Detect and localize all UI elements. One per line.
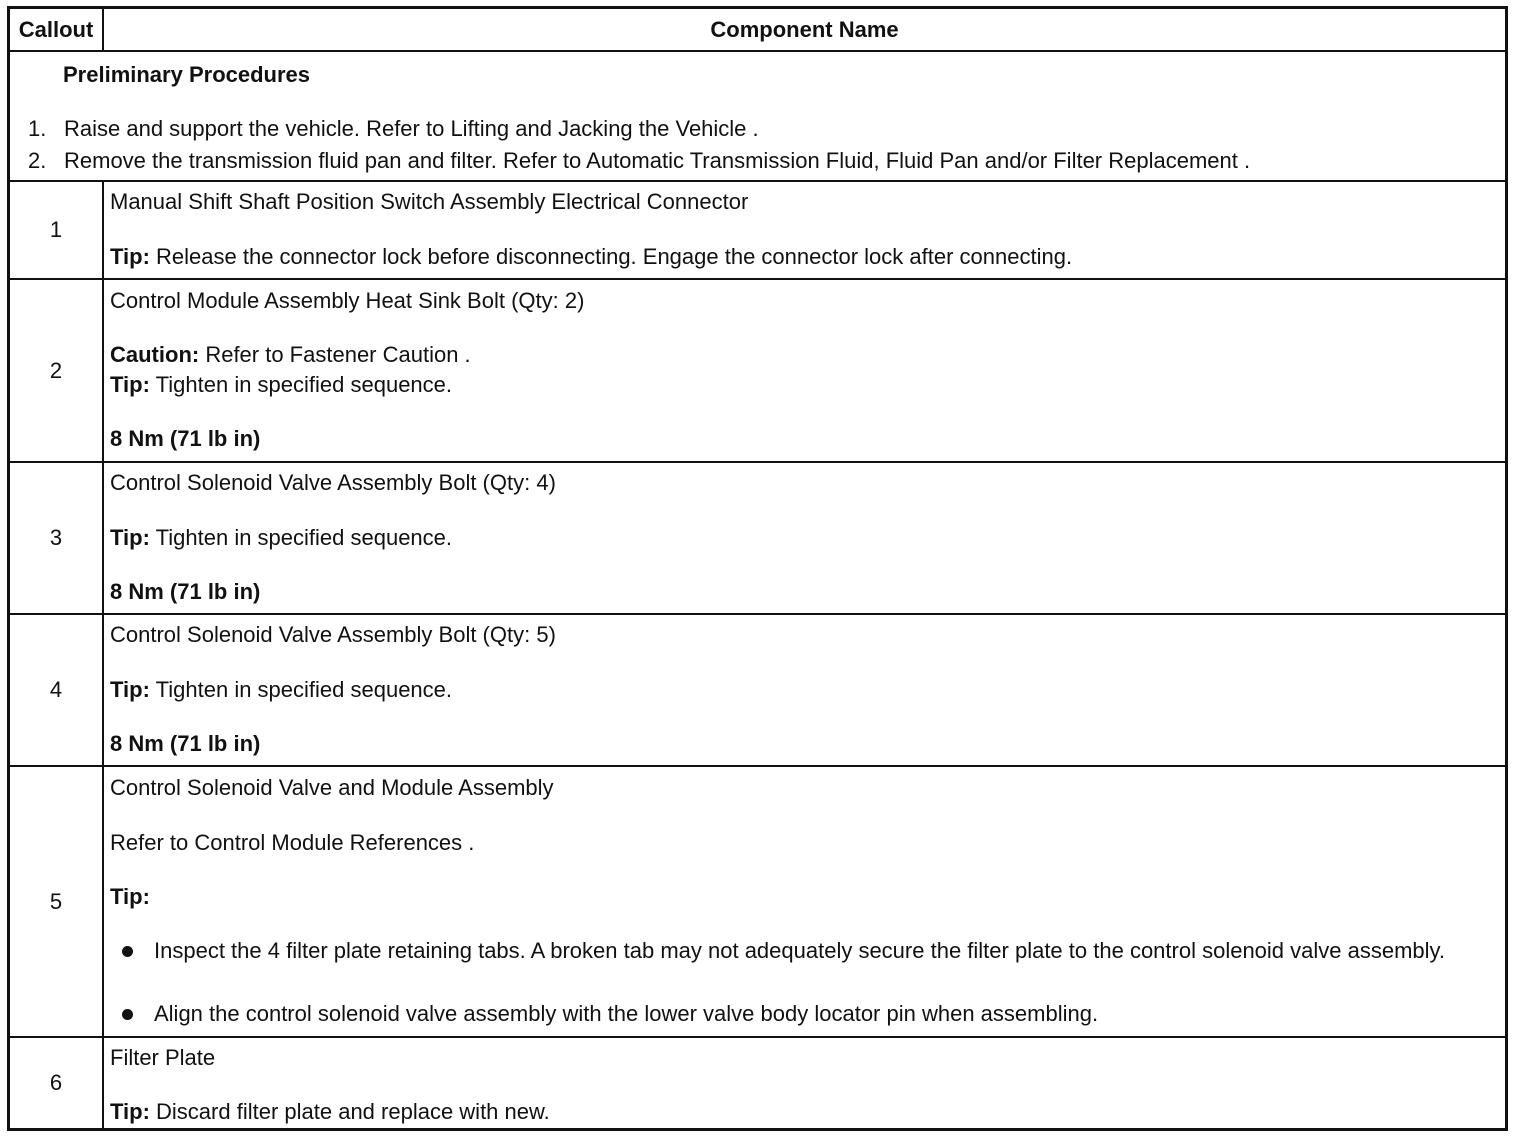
callout-number: 5 bbox=[10, 767, 104, 1036]
tip-text: Tip: Discard filter plate and replace with new. bbox=[110, 1099, 550, 1124]
component-table bbox=[7, 6, 1508, 1131]
table-row bbox=[10, 615, 1505, 767]
callout-number: 2 bbox=[10, 280, 104, 461]
bullet-icon bbox=[122, 1009, 133, 1020]
component-cell bbox=[104, 182, 1505, 278]
tip-text: Tip: Release the connector lock before disconnecting. Engage the connector lock after connecting. bbox=[110, 244, 1073, 269]
torque-spec: 8 Nm (71 lb in) bbox=[110, 579, 261, 604]
component-cell bbox=[104, 615, 1505, 765]
torque-spec: 8 Nm (71 lb in) bbox=[110, 426, 261, 451]
tip-text: Tip: Tighten in specified sequence. bbox=[110, 525, 453, 550]
component-name: Control Solenoid Valve and Module Assembly bbox=[110, 775, 554, 800]
caution-label: Caution: bbox=[110, 342, 200, 367]
callout-column-header: Callout bbox=[10, 9, 104, 50]
component-name-column-header: Component Name bbox=[710, 16, 899, 42]
callout-number: 3 bbox=[10, 463, 104, 613]
component-cell bbox=[104, 767, 1505, 1036]
tip-text: Tip: Tighten in specified sequence. bbox=[110, 677, 453, 702]
callout-number: 1 bbox=[10, 182, 104, 278]
tip-label: Tip: bbox=[110, 677, 150, 702]
bullet-text: Inspect the 4 filter plate retaining tabs. A broken tab may not adequately secure the filter plate to the control solenoid valve assembly. bbox=[154, 938, 1446, 963]
preliminary-step bbox=[28, 148, 1250, 174]
step-text: Raise and support the vehicle. Refer to Lifting and Jacking the Vehicle . bbox=[64, 116, 759, 141]
tip-label: Tip: bbox=[110, 525, 150, 550]
tip-label: Tip: bbox=[110, 1099, 150, 1124]
tip-label: Tip: bbox=[110, 372, 150, 397]
component-name: Control Module Assembly Heat Sink Bolt (Qty: 2) bbox=[110, 288, 585, 313]
bullet-text: Align the control solenoid valve assembly with the lower valve body locator pin when assembling. bbox=[154, 1001, 1099, 1026]
callout-number: 4 bbox=[10, 615, 104, 765]
preliminary-procedures-row bbox=[10, 52, 1505, 182]
step-text: Remove the transmission fluid pan and filter. Refer to Automatic Transmission Fluid, Fluid Pan and/or Filter Replacement . bbox=[64, 148, 1251, 173]
preliminary-step bbox=[28, 116, 759, 142]
bullet-icon bbox=[122, 946, 133, 957]
torque-spec: 8 Nm (71 lb in) bbox=[110, 731, 261, 756]
table-row bbox=[10, 280, 1505, 463]
component-cell bbox=[104, 1038, 1505, 1128]
callout-number: 6 bbox=[10, 1038, 104, 1128]
preliminary-procedures-title: Preliminary Procedures bbox=[63, 62, 311, 87]
component-name: Manual Shift Shaft Position Switch Assembly Electrical Connector bbox=[110, 189, 749, 214]
step-number: 1. bbox=[28, 116, 47, 141]
table-row bbox=[10, 1038, 1505, 1128]
step-number: 2. bbox=[28, 148, 47, 173]
component-name: Filter Plate bbox=[110, 1045, 216, 1070]
tip-label: Tip: bbox=[110, 244, 150, 269]
component-name: Control Solenoid Valve Assembly Bolt (Qty: 4) bbox=[110, 470, 556, 495]
tip-label: Tip: bbox=[110, 884, 150, 909]
table-row bbox=[10, 182, 1505, 280]
component-cell bbox=[104, 280, 1505, 461]
reference-text: Refer to Control Module References . bbox=[110, 830, 475, 855]
component-name: Control Solenoid Valve Assembly Bolt (Qty: 5) bbox=[110, 622, 556, 647]
tip-text: Tip: Tighten in specified sequence. bbox=[110, 372, 453, 397]
table-row bbox=[10, 767, 1505, 1038]
table-row bbox=[10, 463, 1505, 615]
table-header-row bbox=[10, 9, 1505, 52]
component-cell bbox=[104, 463, 1505, 613]
caution-text: Caution: Refer to Fastener Caution . bbox=[110, 342, 471, 367]
